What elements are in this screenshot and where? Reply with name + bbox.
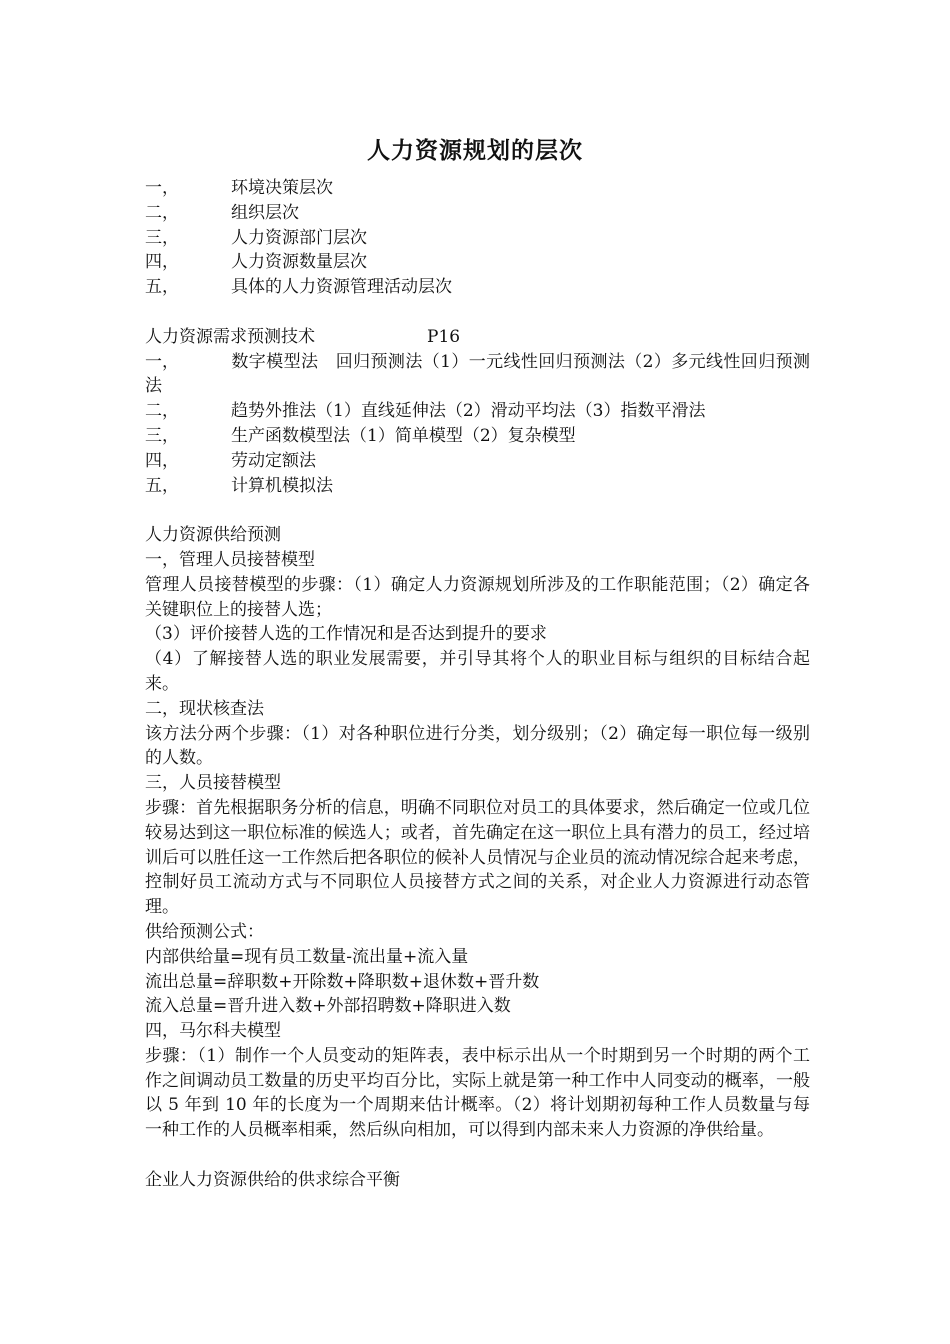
paragraph: 管理人员接替模型的步骤：（1）确定人力资源规划所涉及的工作职能范围；（2）确定各关键职位上的接替人选； bbox=[145, 574, 810, 620]
level-item bbox=[145, 226, 810, 251]
demand-heading: 人力资源需求预测技术 bbox=[145, 326, 315, 347]
demand-text: 生产函数模型法（1）简单模型（2）复杂模型 bbox=[231, 425, 576, 446]
level-text: 组织层次 bbox=[231, 202, 299, 223]
level-number: 二， bbox=[145, 202, 179, 223]
level-item bbox=[145, 201, 810, 226]
section-title: 二，现状核查法 bbox=[145, 698, 264, 719]
balance-heading: 企业人力资源供给的供求综合平衡 bbox=[145, 1169, 400, 1190]
level-number: 五， bbox=[145, 277, 179, 298]
level-item bbox=[145, 250, 810, 275]
level-item bbox=[145, 176, 810, 201]
level-number: 三， bbox=[145, 227, 179, 248]
formula: 流入总量=晋升进入数+外部招聘数+降职进入数 bbox=[145, 996, 511, 1017]
demand-number: 二， bbox=[145, 401, 179, 422]
paragraph: （3）评价接替人选的工作情况和是否达到提升的要求 bbox=[145, 624, 547, 645]
demand-text: 趋势外推法（1）直线延伸法（2）滑动平均法（3）指数平滑法 bbox=[231, 401, 706, 422]
demand-text: 计算机模拟法 bbox=[231, 475, 333, 496]
level-text: 环境决策层次 bbox=[231, 178, 333, 198]
demand-text: 数字模型法 回归预测法（1）一元线性回归预测法（2）多元线性回归预测法 bbox=[145, 351, 810, 397]
demand-heading-line bbox=[145, 325, 810, 350]
spacer bbox=[145, 498, 810, 523]
document-body bbox=[145, 176, 810, 1193]
formula-title: 供给预测公式： bbox=[145, 921, 264, 942]
formula: 内部供给量=现有员工数量-流出量+流入量 bbox=[145, 946, 469, 967]
demand-item bbox=[145, 424, 810, 449]
level-number: 一， bbox=[145, 178, 179, 198]
page-reference: P16 bbox=[427, 326, 461, 347]
page-title: 人力资源规划的层次 bbox=[367, 138, 583, 164]
demand-number: 一， bbox=[145, 351, 179, 372]
spacer bbox=[145, 300, 810, 325]
supply-heading: 人力资源供给预测 bbox=[145, 525, 281, 546]
demand-number: 五， bbox=[145, 475, 179, 496]
level-number: 四， bbox=[145, 252, 179, 273]
demand-number: 四， bbox=[145, 450, 179, 471]
demand-text: 劳动定额法 bbox=[231, 450, 316, 471]
demand-number: 三， bbox=[145, 425, 179, 446]
demand-item bbox=[145, 350, 810, 400]
paragraph: 步骤：首先根据职务分析的信息，明确不同职位对员工的具体要求，然后确定一位或几位较易达到这一职位标准的候选人；或者，首先确定在这一职位上具有潜力的员工，经过培训后可以胜任这一工作然后把各职位的候补人员情况与企业员的流动情况综合起来考虑，控制好员工流动方式与不同职位人员接替方式之间的关系，对企业人力资源进行动态管理。 bbox=[145, 797, 810, 918]
section-title: 一，管理人员接替模型 bbox=[145, 549, 315, 570]
paragraph: （4）了解接替人选的职业发展需要，并引导其将个人的职业目标与组织的目标结合起来。 bbox=[145, 649, 810, 694]
formula: 流出总量=辞职数+开除数+降职数+退休数+晋升数 bbox=[145, 971, 540, 992]
demand-item bbox=[145, 474, 810, 499]
level-text: 人力资源数量层次 bbox=[231, 252, 367, 273]
paragraph: 该方法分两个步骤：（1）对各种职位进行分类，划分级别；（2）确定每一职位每一级别的人数。 bbox=[145, 723, 810, 769]
spacer bbox=[145, 1143, 810, 1168]
section-title: 三，人员接替模型 bbox=[145, 773, 281, 794]
paragraph: 步骤：（1）制作一个人员变动的矩阵表，表中标示出从一个时期到另一个时期的两个工作之间调动员工数量的历史平均百分比，实际上就是第一种工作中人同变动的概率，一般以 5 年到 10 年的长度为一个周期来估计概率。（2）将计划期初每种工作人员数量与每一种工作的人员概率相乘，然后纵向相加，可以得到内部未来人力资源的净供给量。 bbox=[145, 1045, 810, 1141]
demand-item bbox=[145, 399, 810, 424]
section-title: 四，马尔科夫模型 bbox=[145, 1021, 281, 1042]
level-text: 人力资源部门层次 bbox=[231, 227, 367, 248]
level-item bbox=[145, 275, 810, 300]
demand-item bbox=[145, 449, 810, 474]
level-text: 具体的人力资源管理活动层次 bbox=[231, 277, 452, 298]
